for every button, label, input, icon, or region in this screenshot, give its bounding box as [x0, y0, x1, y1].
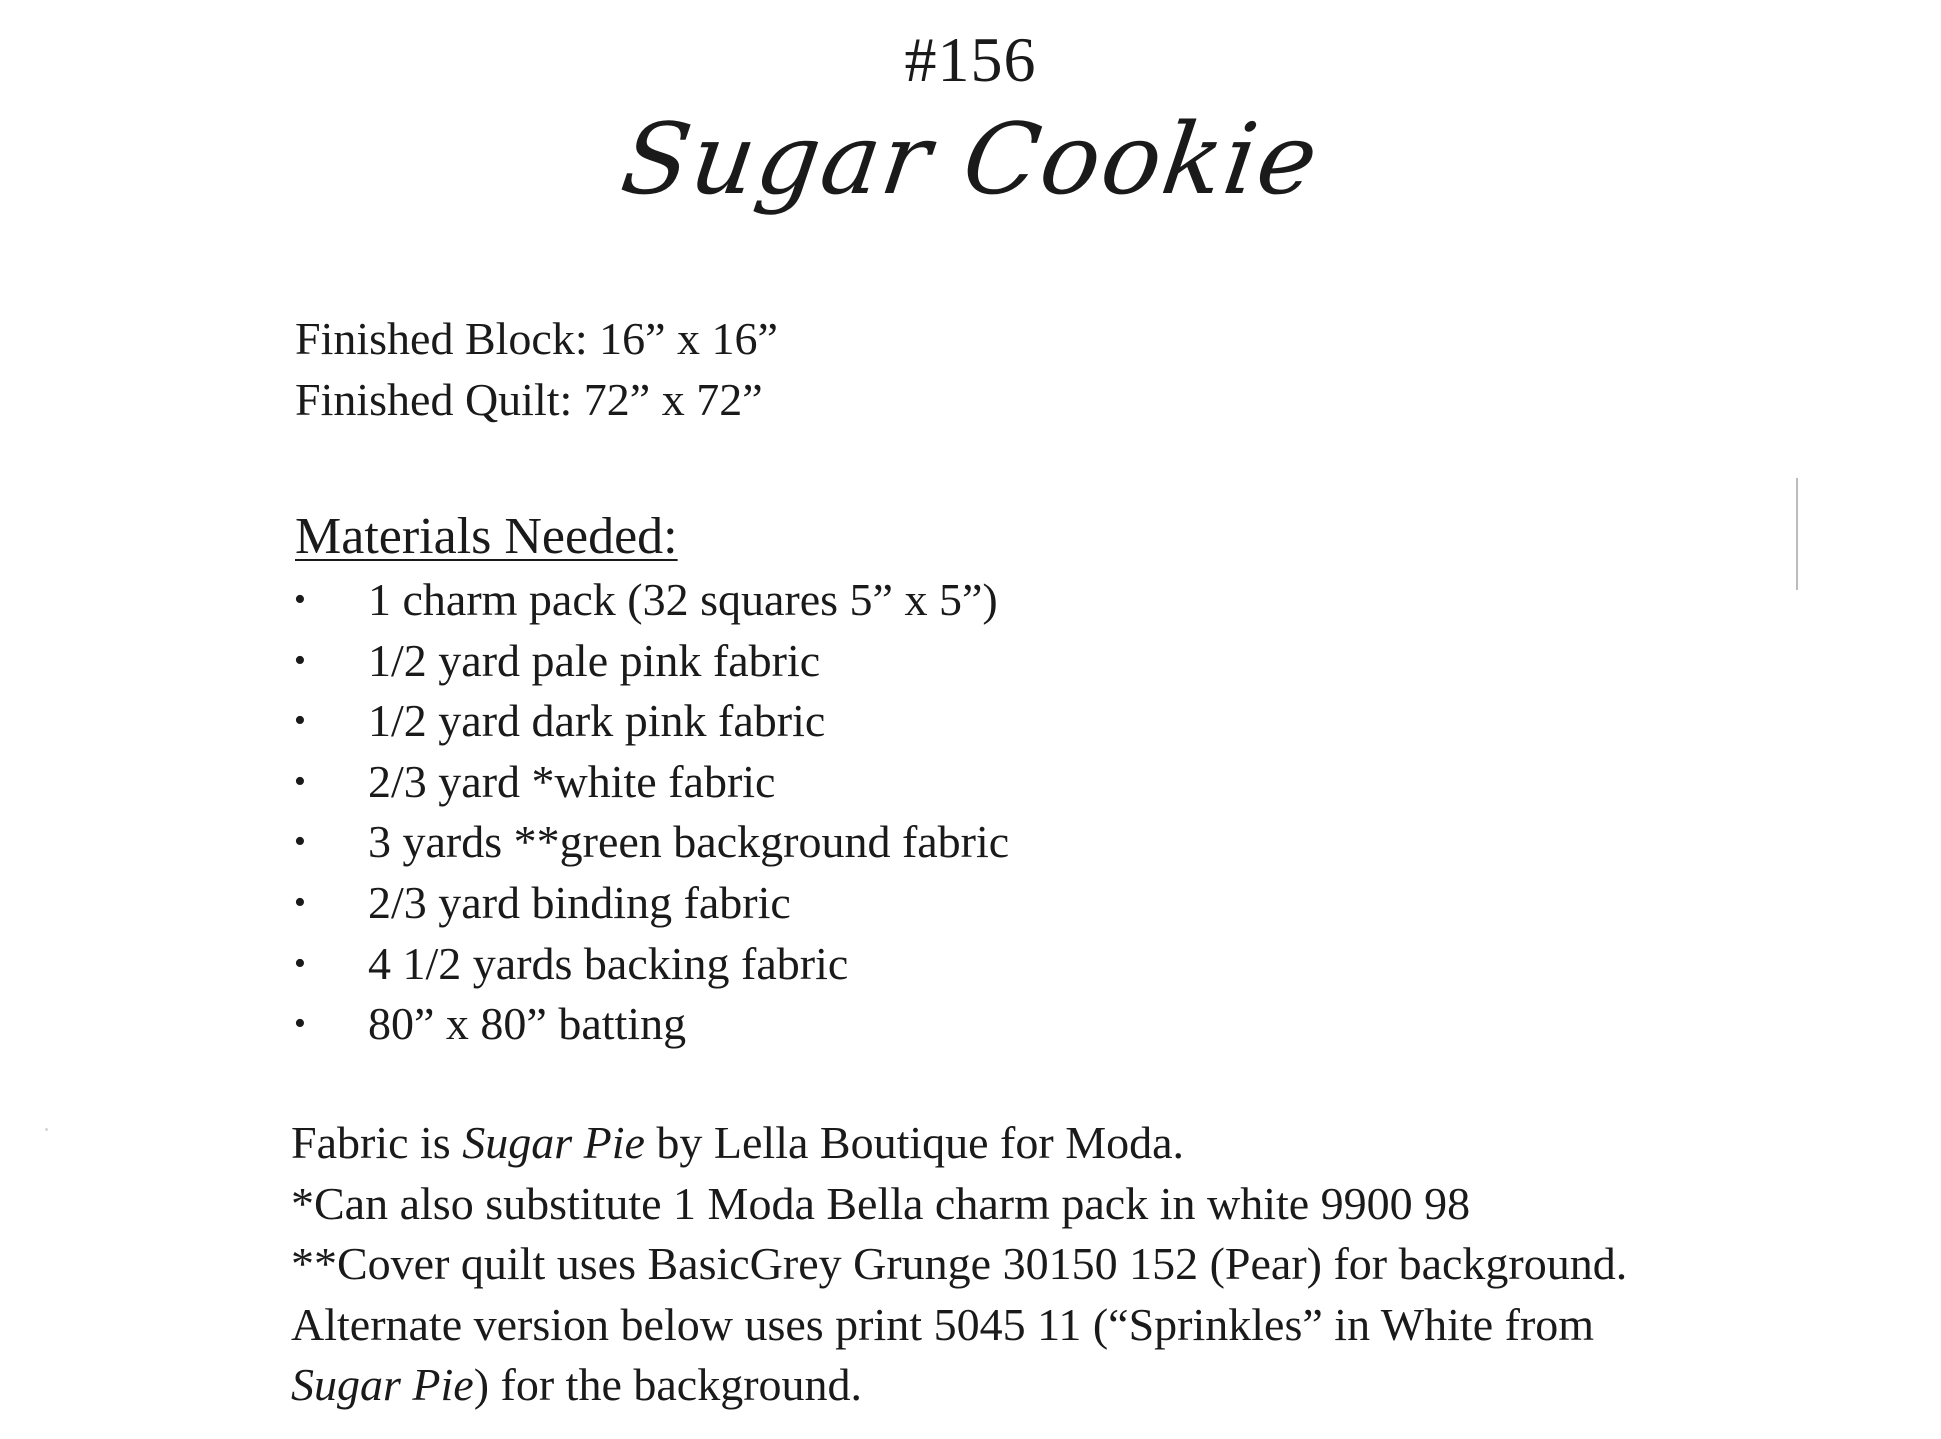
substitute-note: *Can also substitute 1 Moda Bella charm pack in white 9900 98	[291, 1177, 1471, 1229]
bullet-icon: •	[294, 641, 306, 679]
materials-list-item	[290, 994, 1009, 1055]
materials-list-item	[290, 873, 1009, 934]
note-text: by Lella Boutique for Moda.	[644, 1117, 1185, 1168]
material-text: 80” x 80” batting	[368, 998, 687, 1050]
fabric-line-name: Sugar Pie	[291, 1359, 474, 1410]
finished-quilt-size: Finished Quilt: 72” x 72”	[295, 374, 763, 425]
materials-list-item	[290, 570, 1009, 631]
materials-list	[290, 570, 1009, 1055]
bullet-icon: •	[294, 883, 306, 921]
scan-edge-mark	[1796, 478, 1798, 590]
bullet-icon: •	[294, 1005, 306, 1043]
materials-heading: Materials Needed:	[295, 508, 678, 565]
material-text: 3 yards **green background fabric	[368, 816, 1010, 868]
bullet-icon: •	[294, 702, 306, 740]
pattern-title: Sugar Cookie	[614, 103, 1327, 217]
fabric-notes	[291, 1113, 1627, 1416]
material-text: 1/2 yard pale pink fabric	[368, 634, 821, 686]
cover-quilt-note: **Cover quilt uses BasicGrey Grunge 30150 152 (Pear) for background.	[291, 1238, 1628, 1289]
material-text: 1/2 yard dark pink fabric	[368, 695, 826, 747]
materials-list-item	[290, 934, 1009, 995]
bullet-icon: •	[294, 581, 306, 618]
materials-list-item	[290, 691, 1009, 752]
alternate-version-note: Alternate version below uses print 5045 11 (“Sprinkles” in White from	[291, 1298, 1595, 1350]
materials-list-item	[290, 812, 1009, 873]
alternate-version-note-continued	[291, 1355, 1627, 1416]
bullet-icon: •	[294, 944, 306, 982]
scan-speck	[45, 1128, 48, 1131]
materials-list-item	[290, 752, 1009, 813]
note-text: Fabric is	[291, 1117, 463, 1168]
material-text: 2/3 yard *white fabric	[368, 755, 776, 807]
bullet-icon: •	[294, 762, 306, 800]
fabric-source-note	[291, 1113, 1627, 1174]
material-text: 4 1/2 yards backing fabric	[368, 937, 849, 989]
finished-block-size: Finished Block: 16” x 16”	[295, 313, 778, 364]
pattern-number: #156	[904, 24, 1037, 95]
materials-list-item	[290, 631, 1009, 692]
material-text: 2/3 yard binding fabric	[368, 876, 791, 928]
fabric-line-name: Sugar Pie	[462, 1117, 645, 1168]
bullet-icon: •	[294, 823, 306, 861]
note-text: ) for the background.	[473, 1359, 863, 1410]
material-text: 1 charm pack (32 squares 5” x 5”)	[368, 574, 998, 625]
finished-dimensions	[295, 308, 778, 430]
